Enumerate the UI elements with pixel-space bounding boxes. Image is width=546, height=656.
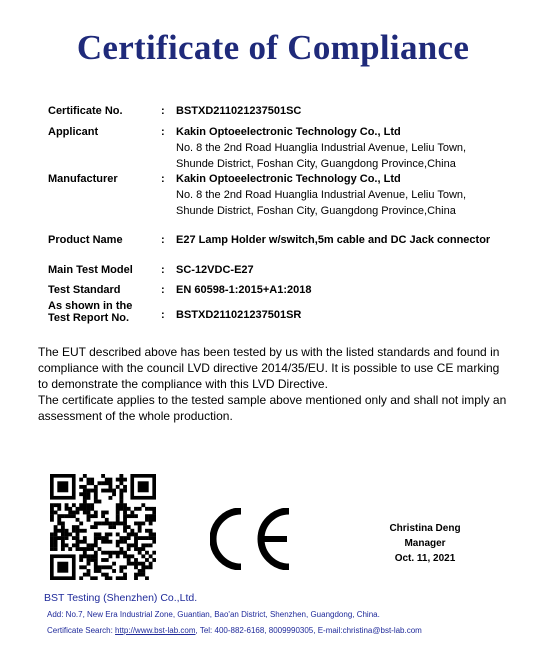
compliance-statement	[38, 344, 524, 424]
colon: :	[161, 173, 165, 185]
statement-line: to demonstrate the compliance with this LVD Directive.	[38, 377, 328, 391]
test-standard-value: EN 60598-1:2015+A1:2018	[176, 284, 312, 296]
colon: :	[161, 309, 165, 321]
statement-line: assessment of the whole production.	[38, 409, 233, 423]
signatory-date: Oct. 11, 2021	[394, 553, 456, 564]
test-report-label	[48, 300, 132, 324]
applicant-address-line2: Shunde District, Foshan City, Guangdong Province,China	[176, 158, 456, 170]
manufacturer-address-line2: Shunde District, Foshan City, Guangdong Province,China	[176, 205, 456, 217]
test-standard-label: Test Standard	[48, 284, 121, 296]
manufacturer-label: Manufacturer	[48, 173, 118, 185]
qr-code-icon	[50, 474, 156, 580]
applicant-label: Applicant	[48, 126, 99, 138]
signatory-name: Christina Deng	[389, 523, 461, 534]
manufacturer-address-line1: No. 8 the 2nd Road Huanglia Industrial Avenue, Leliu Town,	[176, 189, 467, 201]
signatory-block	[360, 521, 490, 566]
footer-contact-line	[47, 626, 422, 635]
ce-mark-icon	[210, 508, 296, 570]
applicant-name: Kakin Optoeelectronic Technology Co., Ltd	[176, 126, 401, 138]
product-name-value: E27 Lamp Holder w/switch,5m cable and DC Jack connector	[176, 234, 491, 246]
test-report-label-line2: Test Report No.	[48, 312, 130, 324]
statement-line: compliance with the council LVD directive 2014/35/EU. It is possible to use CE marking	[38, 361, 500, 375]
certificate-no-label: Certificate No.	[48, 105, 123, 117]
colon: :	[161, 234, 165, 246]
footer-contact: , Tel: 400-882-6168, 8009990305, E-mail:christina@bst-lab.com	[195, 626, 422, 635]
applicant-address-line1: No. 8 the 2nd Road Huanglia Industrial Avenue, Leliu Town,	[176, 142, 467, 154]
main-test-model-label: Main Test Model	[48, 264, 133, 276]
test-report-value: BSTXD211021237501SR	[176, 309, 302, 321]
colon: :	[161, 126, 165, 138]
applicant-details	[176, 124, 466, 172]
certificate-title: Certificate of Compliance	[76, 28, 470, 67]
certificate-no-value: BSTXD211021237501SC	[176, 105, 302, 117]
manufacturer-details	[176, 171, 466, 219]
colon: :	[161, 284, 165, 296]
colon: :	[161, 105, 165, 117]
statement-line: The EUT described above has been tested by us with the listed standards and found in	[38, 345, 500, 359]
footer-company: BST Testing (Shenzhen) Co.,Ltd.	[44, 592, 198, 604]
main-test-model-value: SC-12VDC-E27	[176, 264, 254, 276]
test-report-label-line1: As shown in the	[48, 300, 133, 312]
footer-address: Add: No.7, New Era Industrial Zone, Guantian, Bao'an District, Shenzhen, Guangdong, China.	[47, 610, 380, 619]
statement-line: The certificate applies to the tested sample above mentioned only and shall not imply an	[38, 393, 507, 407]
colon: :	[161, 264, 165, 276]
product-name-label: Product Name	[48, 234, 123, 246]
signatory-title: Manager	[404, 538, 446, 549]
certificate-search-link[interactable]: http://www.bst-lab.com	[115, 626, 196, 635]
certificate-search-label: Certificate Search:	[47, 626, 116, 635]
manufacturer-name: Kakin Optoeelectronic Technology Co., Ltd	[176, 173, 401, 185]
